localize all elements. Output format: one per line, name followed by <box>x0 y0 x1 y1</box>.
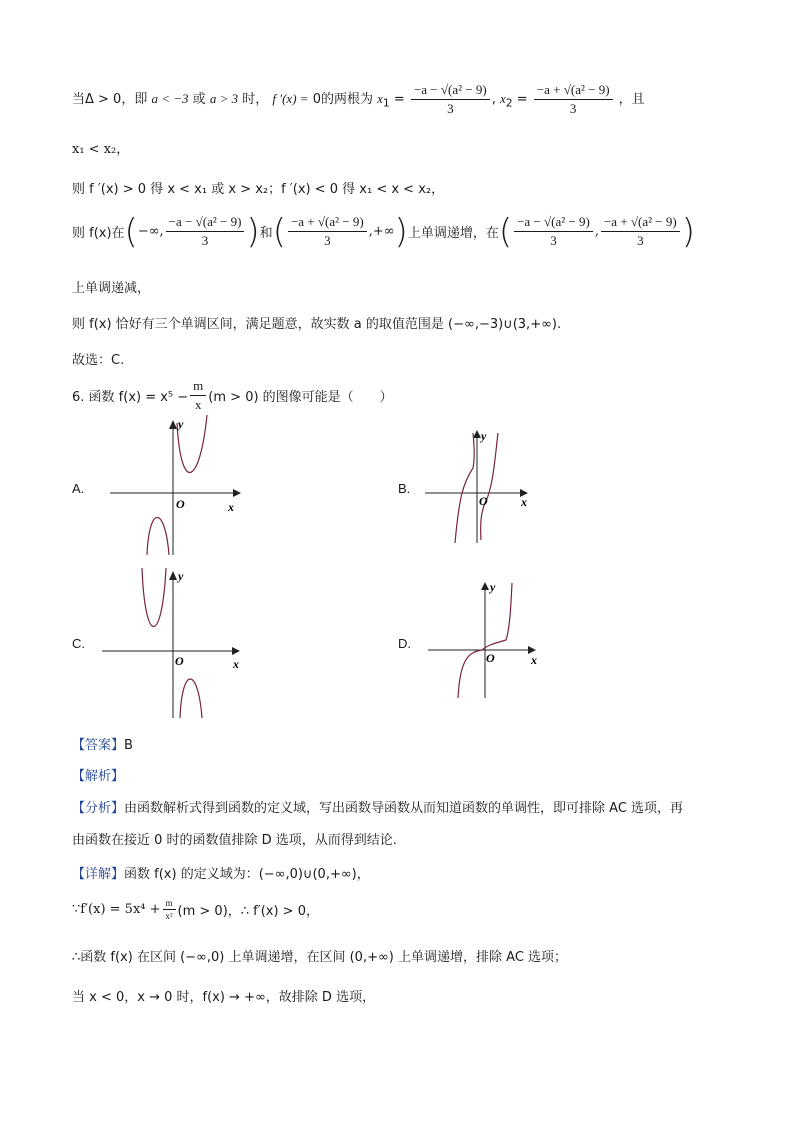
question-6 <box>72 378 393 413</box>
answer-tag: 【答案】 <box>72 738 125 753</box>
x-label: x <box>233 657 239 671</box>
x2-numerator: −a + √(a² − 9) <box>534 82 613 100</box>
graph-option-b <box>425 428 535 546</box>
analysis-tag: 【解析】 <box>72 769 125 784</box>
interval3-num-right: −a + √(a² − 9) <box>601 214 680 232</box>
interval3-right <box>601 214 680 249</box>
xiangjie-frac-den: x² <box>165 911 173 921</box>
text-increasing: 上单调递增，在 <box>407 226 499 241</box>
y-axis-arrow <box>473 430 481 438</box>
x1-fraction <box>411 82 490 117</box>
question-6-frac-num: m <box>190 378 206 396</box>
curve-left-branch <box>147 518 169 556</box>
question-6-stem-a: 6. 函数 f(x) = x⁵ − <box>72 390 189 405</box>
solution-line-1: 当Δ > 0，即 a < −3 或 a > 3 时， f ′(x) = 0的两根为 $x_1$ = $\frac{\text{−a − √(a² − 9)}}{3}$ , $x_2$ = $\frac{\text{−a + √(a² − 9)}}{3}$ ，且 <box>72 82 645 116</box>
xiangjie-line-2 <box>72 898 319 921</box>
interval2-num: −a + √(a² − 9) <box>288 214 367 232</box>
curve-left-branch <box>455 433 474 543</box>
xiangjie-derivative: ∵f′(x) = 5x⁴ + <box>72 902 161 917</box>
fprime-expr: f ′(x) = <box>272 91 309 106</box>
x1-denominator: 3 <box>447 101 454 116</box>
fenxi-tag: 【分析】 <box>72 801 125 816</box>
origin-label: O <box>176 497 185 511</box>
interval3-left <box>514 214 593 249</box>
xiangjie-line-3: ∴函数 f(x) 在区间 (−∞,0) 上单调递增，在区间 (0,+∞) 上单调递增，排除 AC 选项； <box>72 950 568 965</box>
text-two-roots: 0的两根为 <box>312 92 373 107</box>
graph-option-a <box>105 415 255 560</box>
interval1-fraction <box>166 214 245 249</box>
solution-line-3: 则 f ′(x) > 0 得 x < x₁ 或 x > x₂；f ′(x) < 0 得 x₁ < x < x₂， <box>72 182 445 197</box>
x1-numerator: −a − √(a² − 9) <box>411 82 490 100</box>
question-6-frac-den: x <box>194 397 202 412</box>
fenxi-line-2: 由函数在接近 0 时的函数值排除 D 选项，从而得到结论. <box>72 833 397 848</box>
option-c-label: C. <box>72 636 85 651</box>
xiangjie-frac-num: m <box>163 898 176 910</box>
x-axis-arrow <box>233 489 241 497</box>
analysis-heading <box>72 765 124 784</box>
origin-label: O <box>479 494 488 508</box>
y-axis-arrow <box>169 571 177 580</box>
option-b-label: B. <box>398 481 411 496</box>
solution-line-5: 上单调递减， <box>72 281 151 296</box>
paren-close-3: ) <box>681 211 695 252</box>
interval2-fraction <box>288 214 367 249</box>
solution-line-7: 故选：C. <box>72 353 125 368</box>
y-label: y <box>178 417 184 431</box>
graph-option-d <box>428 578 548 700</box>
text-when: 时， <box>242 92 269 107</box>
interval3-num-left: −a − √(a² − 9) <box>514 214 593 232</box>
cond-a-greater: a > 3 <box>209 91 239 106</box>
paren-open-1: ( <box>124 211 138 252</box>
xiangjie-fraction <box>163 898 176 921</box>
text-and: ，且 <box>618 92 645 107</box>
interval2-den: 3 <box>324 233 331 248</box>
text-or: 或 <box>192 92 206 107</box>
solution-line-4 <box>72 211 695 252</box>
answer-line <box>72 734 133 753</box>
question-6-fraction <box>190 378 206 413</box>
x-axis-arrow <box>232 647 240 655</box>
answer-value: B <box>124 738 133 753</box>
y-axis-arrow <box>481 582 489 590</box>
xiangjie-text-1: 函数 f(x) 的定义域为：(−∞,0)∪(0,+∞)， <box>124 867 370 882</box>
fenxi-line-1 <box>72 797 683 816</box>
text-and-2: 和 <box>259 226 273 241</box>
interval3-den-left: 3 <box>550 233 557 248</box>
interval3-den-right: 3 <box>637 233 644 248</box>
x2-denominator: 3 <box>569 101 577 116</box>
y-label: y <box>490 580 496 594</box>
y-axis-arrow <box>169 420 177 429</box>
neg-inf: −∞, <box>137 224 164 239</box>
cond-a-less: a < −3 <box>151 91 189 106</box>
curve-right-branch <box>481 433 498 540</box>
fenxi-text-1: 由函数解析式得到函数的定义域，写出函数导函数从而知道函数的单调性，即可排除 AC 选项，再 <box>124 801 684 816</box>
xiangjie-derivative-positive: (m > 0)，∴ f′(x) > 0， <box>177 904 319 919</box>
x-label: x <box>521 495 527 509</box>
x1-label: x <box>377 91 383 106</box>
text-delta-condition: 当Δ > 0，即 <box>72 92 148 107</box>
y-label: y <box>178 569 184 583</box>
x2-label: x <box>499 91 506 106</box>
paren-open-3: ( <box>498 211 513 252</box>
x-label: x <box>531 653 537 667</box>
x2-fraction <box>534 82 613 117</box>
y-label: y <box>481 429 487 443</box>
pos-inf: ,+∞ <box>368 224 395 239</box>
curve-left-branch <box>142 568 166 627</box>
paren-open-2: ( <box>272 211 286 252</box>
origin-label: O <box>486 651 495 665</box>
interval1-num: −a − √(a² − 9) <box>166 214 245 232</box>
x-label: x <box>228 500 234 514</box>
interval1-den: 3 <box>201 233 209 248</box>
xiangjie-tag: 【详解】 <box>72 867 125 882</box>
solution-line-6: 则 f(x) 恰好有三个单调区间，满足题意，故实数 a 的取值范围是 (−∞,−3)∪(3,+∞). <box>72 317 562 332</box>
text-f-on: 则 f(x)在 <box>72 226 125 241</box>
question-6-stem-b: (m > 0) 的图像可能是（ ） <box>208 390 393 405</box>
curve-right-branch <box>180 679 202 718</box>
solution-line-2: x₁ < x₂， <box>72 142 130 157</box>
paren-close-2: ) <box>394 211 408 252</box>
option-a-label: A. <box>72 481 85 496</box>
interval3-comma: , <box>594 224 599 239</box>
graph-option-c <box>100 566 250 721</box>
xiangjie-line-4: 当 x < 0，x → 0 时，f(x) → +∞，故排除 D 选项， <box>72 990 376 1005</box>
origin-label: O <box>175 654 184 668</box>
paren-close-1: ) <box>246 211 260 252</box>
xiangjie-line-1 <box>72 863 370 882</box>
option-d-label: D. <box>398 636 411 651</box>
